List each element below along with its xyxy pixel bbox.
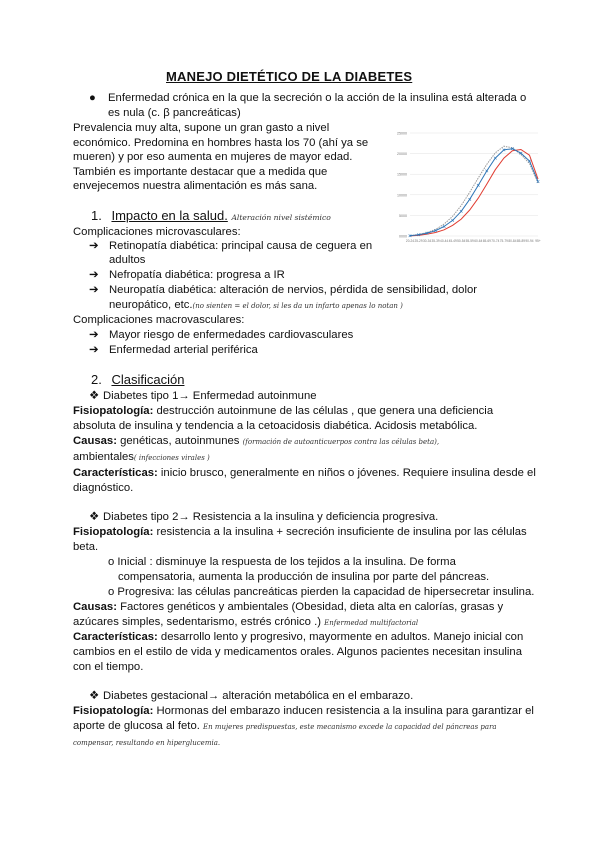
macro-item-text: Enfermedad arterial periférica <box>109 344 258 356</box>
micro-item-neuropatia-cont <box>109 298 403 314</box>
arrow-icon: ➔ <box>89 269 99 281</box>
gest-note: En mujeres predispuestas, este mecanismo excede la capacidad del páncreas para <box>203 723 497 731</box>
type2-label <box>89 510 438 525</box>
type2-fisio-line1 <box>73 525 527 540</box>
fisio-text: resistencia a la insulina + secreción insuficiente de insulina por las células <box>156 526 527 538</box>
chart-series-line-gray <box>410 146 538 236</box>
chart-ytick-label: 0000 <box>399 234 407 239</box>
causas-text: Factores genéticos y ambientales (Obesidad, dieta alta en calorías, grasas y <box>120 601 504 613</box>
chart-xtick-label: 70-74 <box>491 239 500 243</box>
section2-heading <box>91 372 184 387</box>
type1-carac-line1 <box>73 466 536 481</box>
type2-label-text: Diabetes tipo 2→ Resistencia a la insulina y deficiencia progresiva. <box>103 511 439 523</box>
type2-phase-line1: o Inicial : disminuye la respuesta de los tejidos a la insulina. De forma <box>108 556 456 568</box>
gest-label <box>89 689 413 704</box>
chart-series-line-blue <box>410 149 538 236</box>
carac-label: Características: <box>73 467 158 479</box>
type2-carac-line2: cambios en el estilo de vida y medicamentos orales. Algunos pacientes necesitan insulina <box>73 646 522 658</box>
intro-paragraph-line4: También es importante destacar que a medida que <box>73 166 328 178</box>
micro-item-text: Nefropatía diabética: progresa a IR <box>109 269 285 281</box>
type2-carac-line3: con el tiempo. <box>73 661 144 673</box>
type2-causas-line2 <box>73 615 418 631</box>
type2-carac-line1 <box>73 630 523 645</box>
chart-xtick-label: 25-29 <box>414 239 423 243</box>
chart-xtick-label: 30-34 <box>422 239 432 243</box>
micro-label: Complicaciones microvasculares: <box>73 226 241 238</box>
fisio-text: destrucción autoinmune de las células , que genera una deficiencia <box>156 405 494 417</box>
macro-item-cardio <box>89 328 353 343</box>
section1-heading <box>91 208 331 225</box>
page-title: MANEJO DIETÉTICO DE LA DIABETES <box>166 69 413 84</box>
chart-xtick-label: 45-49 <box>448 239 457 243</box>
chart-xtick-label: 40-44 <box>440 239 449 243</box>
type1-label <box>89 389 317 404</box>
causas-text: azúcares simples, sedentarismo, estrés crónico .) <box>73 616 321 628</box>
causas2-note: ( infecciones virales ) <box>133 454 210 462</box>
micro-item-retinopatia-cont: adultos <box>109 254 146 266</box>
chart-xtick-label: 75-79 <box>499 239 508 243</box>
type1-label-text: Diabetes tipo 1→ Enfermedad autoinmune <box>103 390 317 402</box>
fisio-label: Fisiopatología: <box>73 405 154 417</box>
section1-number: 1. <box>91 208 102 223</box>
intro-bullet-line1: Enfermedad crónica en la que la secreción o la acción de la insulina está alterada o <box>108 92 527 104</box>
chart-xtick-label: 50-54 <box>457 239 466 243</box>
chart-ytick-label: 20000 <box>397 152 407 157</box>
intro-paragraph-line5: envejecemos nuestra alimentación es más sana. <box>73 180 318 192</box>
micro-item-retinopatia <box>89 239 372 254</box>
micro-item-nefropatia <box>89 268 285 283</box>
gest-label-text: Diabetes gestacional→ alteración metabólica en el embarazo. <box>103 690 414 702</box>
type1-fisio-line2: absoluta de insulina y tendencia a la cetoacidosis diabética. Acidosis metabólica. <box>73 420 478 432</box>
arrow-icon: ➔ <box>89 240 99 252</box>
prevalence-line-chart <box>388 125 543 260</box>
intro-bullet-line2: es nula (c. β pancreáticas) <box>108 107 241 119</box>
bullet-dot: ● <box>89 92 96 104</box>
carac-label: Características: <box>73 631 158 643</box>
chart-xtick-label: 55-59 <box>465 239 474 243</box>
micro-item-text: neuropático, etc. <box>109 299 193 311</box>
gest-note-line2: compensar, resultando en hiperglucemia. <box>73 739 221 747</box>
chart-xtick-label: 85-89 <box>516 239 526 243</box>
fisio-label: Fisiopatología: <box>73 705 154 717</box>
fisio-text: Hormonas del embarazo inducen resistencia a la insulina para garantizar el <box>156 705 534 717</box>
type2-causas-line1 <box>73 600 503 615</box>
intro-paragraph-line2: económico. Predomina en hombres hasta los 70 (ahí ya se <box>73 137 369 149</box>
type2-phase-line2: compensatoria, aumenta la producción de insulina por parte del páncreas. <box>118 571 490 583</box>
arrow-icon: ➔ <box>89 344 99 356</box>
diamond-bullet-icon: ❖ <box>89 690 100 702</box>
type1-causas <box>73 434 439 450</box>
chart-xtick-label: 80-84 <box>508 239 517 243</box>
macro-label: Complicaciones macrovasculares: <box>73 314 245 326</box>
type1-fisio-line1 <box>73 404 493 419</box>
intro-paragraph-line3: mueren) y por eso aumenta en mujeres de mayor edad. <box>73 151 353 163</box>
chart-xtick-label: 95+ <box>535 239 541 243</box>
causas-label: Causas: <box>73 435 117 447</box>
chart-ytick-label: 5000 <box>399 213 407 218</box>
chart-point <box>451 219 454 222</box>
micro-item-text: Retinopatía diabética: principal causa de ceguera en <box>109 240 373 252</box>
macro-item-text: Mayor riesgo de enfermedades cardiovasculares <box>109 329 354 341</box>
section2-number: 2. <box>91 372 102 387</box>
causas-note: Enfermedad multifactorial <box>324 619 419 627</box>
chart-xtick-label: 90-94 <box>525 239 534 243</box>
type2-fisio-line2: beta. <box>73 541 99 553</box>
diamond-bullet-icon: ❖ <box>89 511 100 523</box>
section1-title: Impacto en la salud. <box>111 208 228 223</box>
chart-ytick-label: 15000 <box>397 172 407 177</box>
section1-note: Alteración nivel sistémico <box>231 213 331 222</box>
type2-phase-line3: o Progresiva: las células pancreáticas pierden la capacidad de hipersecretar insulina. <box>108 586 535 598</box>
causas2-text: ambientales <box>73 451 134 463</box>
gest-fisio-line2 <box>73 719 497 735</box>
causas-note: (formación de autoanticuerpos contra las células beta), <box>242 438 440 446</box>
diamond-bullet-icon: ❖ <box>89 390 100 402</box>
chart-point <box>460 210 463 213</box>
chart-ytick-label: 10000 <box>397 193 407 198</box>
carac-text: inicio brusco, generalmente en niños o jóvenes. Requiere insulina desde el <box>160 467 536 479</box>
neuro-note: (no sienten = el dolor, si les da un infarto apenas lo notan ) <box>192 302 403 310</box>
causas-label: Causas: <box>73 601 117 613</box>
chart-ytick-label: 25000 <box>397 131 407 136</box>
micro-item-neuropatia <box>89 283 477 298</box>
carac-text: desarrollo lento y progresivo, mayormente en adultos. Manejo inicial con <box>160 631 524 643</box>
arrow-icon: ➔ <box>89 329 99 341</box>
fisio-text: aporte de glucosa al feto. <box>73 720 200 732</box>
arrow-icon: ➔ <box>89 284 99 296</box>
macro-item-arterial <box>89 343 258 358</box>
chart-xtick-label: 35-39 <box>431 239 440 243</box>
chart-xtick-label: 20-24 <box>405 239 415 243</box>
intro-paragraph-line1: Prevalencia muy alta, supone un gran gasto a nivel <box>73 122 330 134</box>
chart-xtick-label: 65-69 <box>482 239 491 243</box>
micro-item-text: Neuropatía diabética: alteración de nervios, pérdida de sensibilidad, dolor <box>109 284 478 296</box>
chart-point <box>494 157 497 160</box>
type1-causas2 <box>73 450 210 466</box>
gest-fisio-line1 <box>73 704 534 719</box>
causas-text: genéticas, autoinmunes <box>120 435 240 447</box>
fisio-label: Fisiopatología: <box>73 526 154 538</box>
section2-title: Clasificación <box>111 372 185 387</box>
type1-carac-line2: diagnóstico. <box>73 482 134 494</box>
chart-xtick-label: 60-64 <box>474 239 483 243</box>
